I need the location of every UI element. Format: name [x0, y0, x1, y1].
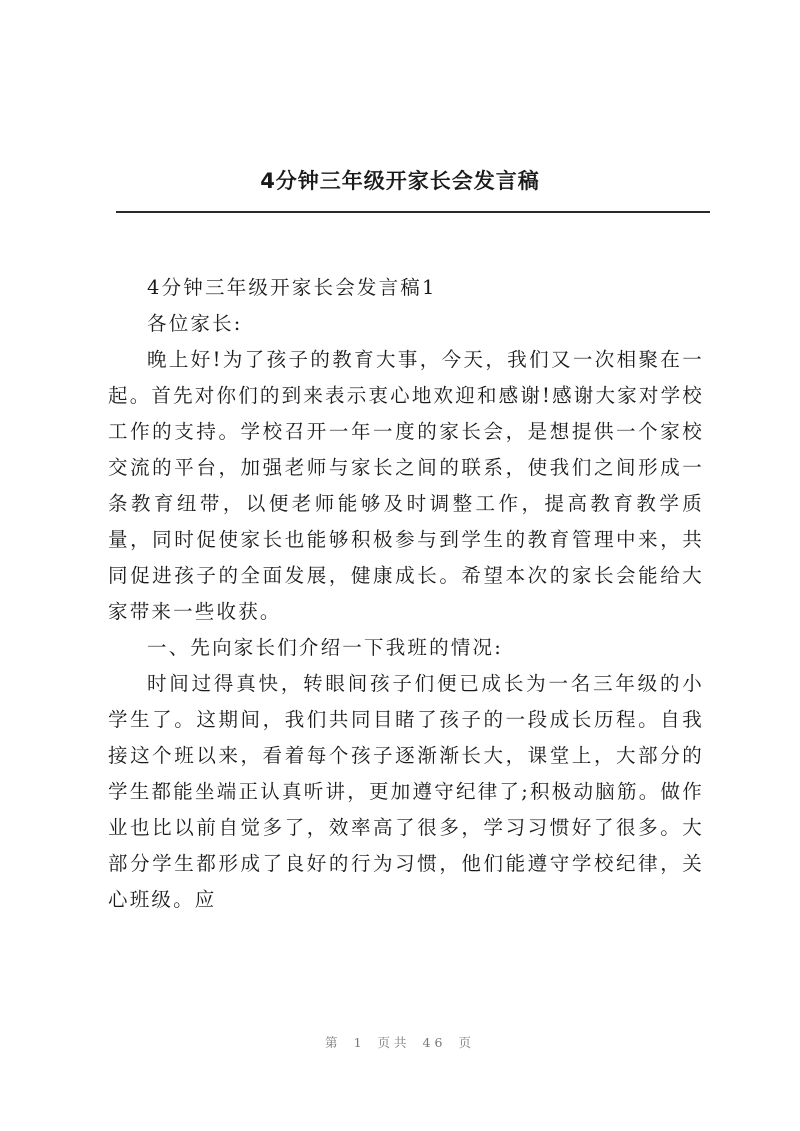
salutation: 各位家长: — [147, 312, 243, 335]
section-heading: 4分钟三年级开家长会发言稿1 — [147, 276, 437, 299]
section-subheading: 一、先向家长们介绍一下我班的情况: — [147, 636, 503, 659]
body-paragraph: 时间过得真快，转眼间孩子们便已成长为一名三年级的小学生了。这期间，我们共同目睹了孩子的一段成长历程。自我接这个班以来，看着每个孩子逐渐渐长大，课堂上，大部分的学生都能坐端正认真听讲，更加遵守纪律了;积极动脑筋。做作业也比以前自觉多了，效率高了很多，学习习惯好了很多。大部分学生都形成了良好的行为习惯，他们能遵守学校纪律，关心班级。应 — [108, 672, 704, 911]
footer-label-end: 页 — [458, 1035, 475, 1050]
title-underline — [116, 211, 710, 213]
document-body — [108, 270, 704, 918]
page-footer — [0, 1033, 800, 1051]
footer-total-pages: 46 — [422, 1035, 447, 1050]
footer-label-of: 页共 — [377, 1035, 411, 1050]
body-paragraph: 晚上好!为了孩子的教育大事，今天，我们又一次相聚在一起。首先对你们的到来表示衷心地欢迎和感谢!感谢大家对学校工作的支持。学校召开一年一度的家长会，是想提供一个家校交流的平台，加强老师与家长之间的联系，使我们之间形成一条教育纽带，以便老师能够及时调整工作，提高教育教学质量，同时促使家长也能够积极参与到学生的教育管理中来，共同促进孩子的全面发展，健康成长。希望本次的家长会能给大家带来一些收获。 — [108, 348, 704, 623]
document-title: 4分钟三年级开家长会发言稿 — [260, 169, 540, 193]
footer-current-page: 1 — [353, 1035, 366, 1050]
footer-label-page: 第 — [325, 1035, 342, 1050]
